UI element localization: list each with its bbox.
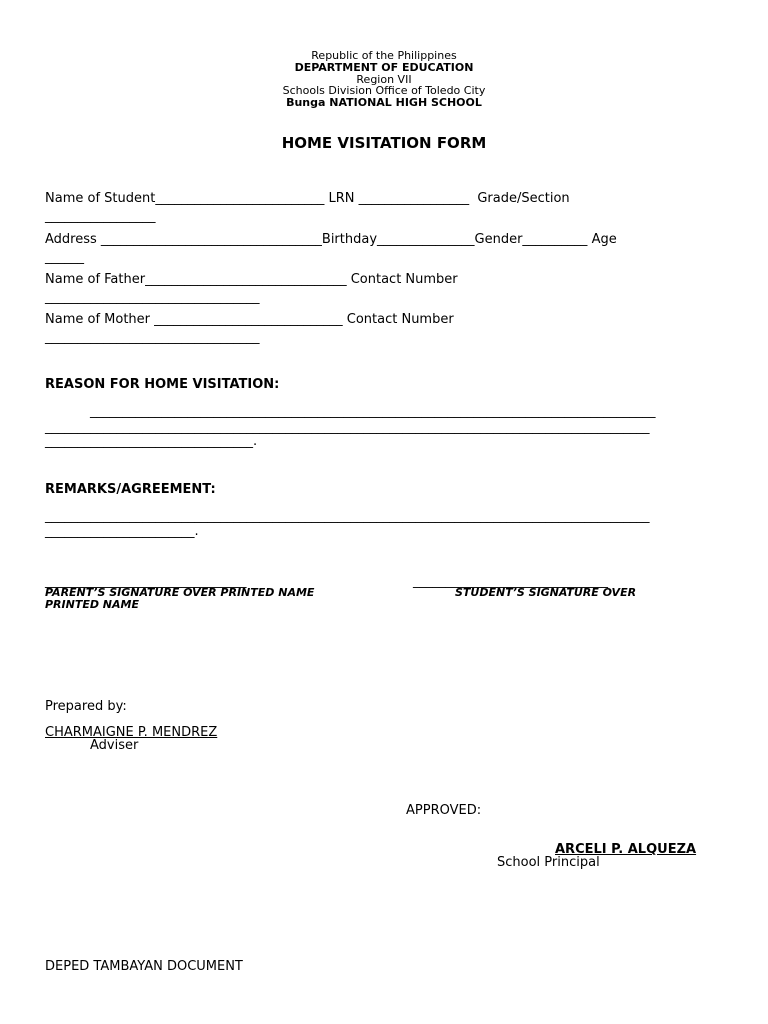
approved-label: APPROVED: xyxy=(406,803,482,818)
remarks-line-1: _____________________________________________________________________________________________ xyxy=(45,509,650,524)
footer-text: DEPED TAMBAYAN DOCUMENT xyxy=(45,959,243,974)
mother-contact-blank: _________________________________ xyxy=(45,330,260,345)
student-signature-label: STUDENT’S SIGNATURE OVER xyxy=(455,586,637,599)
father-contact-blank: _________________________________ xyxy=(45,290,260,305)
principal-role: School Principal xyxy=(497,855,600,870)
reason-line-1: _______________________________________________________________________________________ xyxy=(90,404,656,419)
region-line: Region VII xyxy=(356,73,412,86)
reason-line-2: _____________________________________________________________________________________________ xyxy=(45,420,650,435)
reason-line-3: ________________________________. xyxy=(45,434,258,449)
remarks-heading: REMARKS/AGREEMENT: xyxy=(45,482,216,497)
grade-section-blank: _________________ xyxy=(45,209,156,224)
reason-heading: REASON FOR HOME VISITATION: xyxy=(45,377,280,392)
adviser-name: CHARMAIGNE P. MENDREZ xyxy=(45,725,218,740)
adviser-role: Adviser xyxy=(90,738,139,753)
student-field: Name of Student__________________________ LRN _________________ Grade/Section xyxy=(45,191,570,206)
parent-signature-line: _______________________________ xyxy=(45,574,247,589)
mother-field: Name of Mother _____________________________ Contact Number xyxy=(45,312,454,327)
republic-line: Republic of the Philippines xyxy=(311,49,457,62)
principal-name: ARCELI P. ALQUEZA xyxy=(555,842,697,857)
form-title: HOME VISITATION FORM xyxy=(281,134,487,152)
father-field: Name of Father_______________________________ Contact Number xyxy=(45,272,458,287)
parent-signature-label: PARENT’S SIGNATURE OVER PRINTED NAME xyxy=(45,586,315,599)
prepared-by-label: Prepared by: xyxy=(45,699,127,714)
department-line: DEPARTMENT OF EDUCATION xyxy=(294,61,474,74)
school-line: Bunga NATIONAL HIGH SCHOOL xyxy=(286,96,482,109)
parent-signature-label-2: PRINTED NAME xyxy=(45,598,139,611)
division-line: Schools Division Office of Toledo City xyxy=(282,84,486,97)
student-signature-line: ______________________________ xyxy=(413,574,608,589)
remarks-line-2: _______________________. xyxy=(45,524,199,539)
age-blank: ______ xyxy=(45,250,84,265)
address-field: Address __________________________________Birthday_______________Gender__________ Age xyxy=(45,232,617,247)
